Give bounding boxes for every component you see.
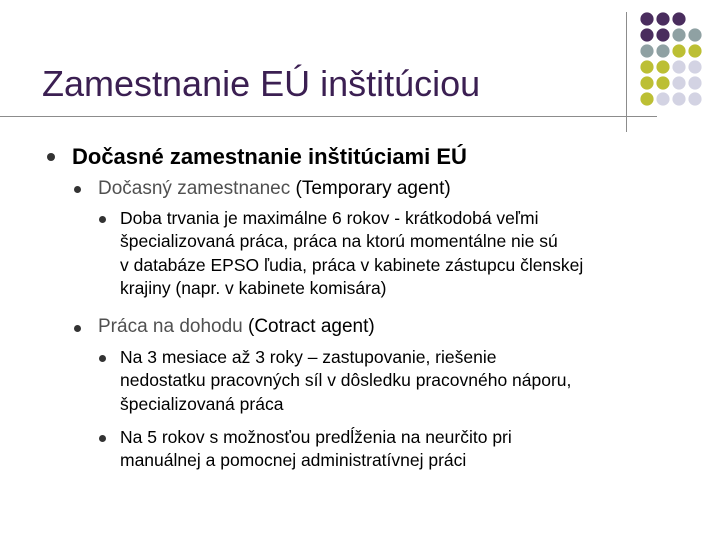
temporary-agent-english: (Temporary agent) [290, 178, 451, 199]
round-bullet-icon [74, 325, 81, 332]
decoration-dot [672, 76, 685, 89]
decoration-dot [640, 44, 653, 57]
title-underline-divider [0, 116, 657, 117]
decoration-dot [672, 12, 685, 25]
detail-line: Na 3 mesiace až 3 roky – zastupovanie, riešenie [120, 347, 497, 367]
decoration-dot [640, 12, 653, 25]
decoration-dot [688, 60, 701, 73]
decoration-dot [672, 44, 685, 57]
detail-line: nedostatku pracovných síl v dôsledku pracovného náporu, [120, 370, 572, 391]
temporary-agent-term: Dočasný zamestnanec [98, 178, 291, 199]
temporary-agent-heading [98, 177, 451, 201]
vertical-divider [626, 12, 627, 132]
decoration-dot [656, 28, 669, 41]
decoration-dot [640, 92, 653, 105]
contract-agent-detail-2 [120, 426, 690, 473]
decoration-dot [688, 76, 701, 89]
detail-line: špecializovaná práca, práca na ktorú momentálne nie sú [120, 231, 558, 252]
decoration-dot [656, 76, 669, 89]
decoration-dot [672, 92, 685, 105]
decoration-dot [688, 28, 701, 41]
round-bullet-icon [99, 216, 106, 223]
decoration-dot [688, 92, 701, 105]
detail-line: v databáze EPSO ľudia, práca v kabinete zástupcu členskej [120, 254, 584, 275]
decoration-dot [640, 60, 653, 73]
decoration-dot [688, 44, 701, 57]
decoration-dot [656, 44, 669, 57]
round-bullet-icon [99, 355, 106, 362]
decoration-dot [656, 60, 669, 73]
detail-line: krajiny (napr. v kabinete komisára) [120, 278, 387, 299]
contract-agent-heading [98, 315, 375, 339]
decoration-dot [640, 76, 653, 89]
contract-agent-detail-1 [120, 346, 690, 416]
detail-line: Doba trvania je maximálne 6 rokov - krátkodobá veľmi [120, 208, 539, 228]
decoration-dot [672, 28, 685, 41]
contract-agent-english: (Cotract agent) [242, 316, 375, 337]
detail-line: Na 5 rokov s možnosťou predĺženia na neurčito pri [120, 427, 512, 447]
round-bullet-icon [47, 153, 55, 161]
decoration-dot [656, 92, 669, 105]
temporary-agent-detail [120, 207, 690, 301]
decoration-dot [672, 60, 685, 73]
decoration-dot [640, 28, 653, 41]
detail-line: špecializovaná práca [120, 393, 284, 414]
main-bullet-text: Dočasné zamestnanie inštitúciami EÚ [72, 144, 467, 169]
decoration-dot [656, 12, 669, 25]
detail-line: manuálnej a pomocnej administratívnej práci [120, 450, 467, 471]
contract-agent-term: Práca na dohodu [98, 316, 243, 337]
round-bullet-icon [74, 186, 81, 193]
round-bullet-icon [99, 435, 106, 442]
slide-title: Zamestnanie EÚ inštitúciou [42, 63, 481, 104]
